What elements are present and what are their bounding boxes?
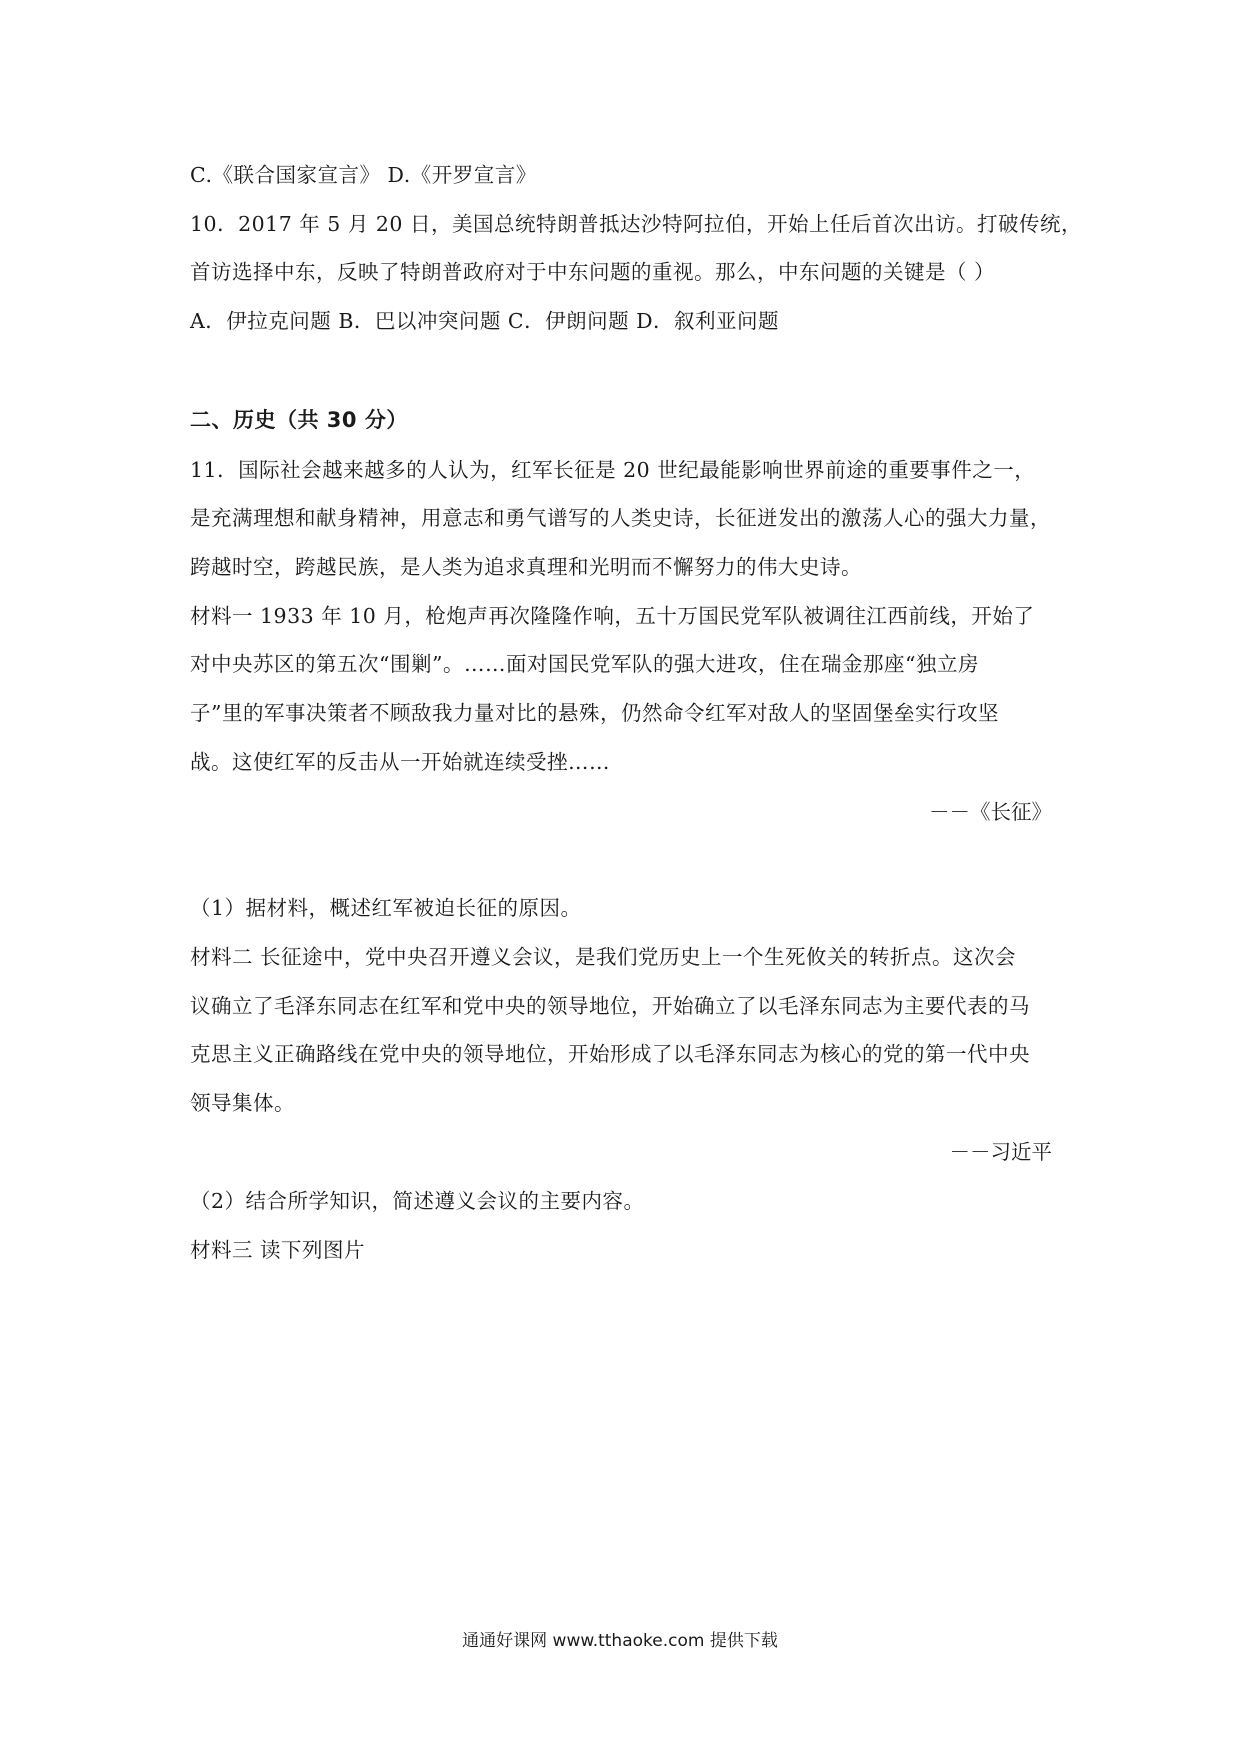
q11-intro-line: 11．国际社会越来越多的人认为，红军长征是 20 世纪最能影响世界前途的重要事件之一， <box>190 458 1036 482</box>
material-3-label: 材料三 读下列图片 <box>190 1238 366 1262</box>
material-1-line: 对中央苏区的第五次“围剿”。……面对国民党军队的强大进攻，住在瑞金那座“独立房 <box>190 652 979 676</box>
q11-intro-line: 是充满理想和献身精神，用意志和勇气谱写的人类史诗，长征迸发出的激荡人心的强大力量， <box>190 506 1051 530</box>
material-1-source: －－《长征》 <box>929 800 1052 824</box>
q10-options: A．伊拉克问题 B．巴以冲突问题 C．伊朗问题 D．叙利亚问题 <box>190 309 780 333</box>
material-2-line: 领导集体。 <box>190 1091 295 1115</box>
question-1: （1）据材料，概述红军被迫长征的原因。 <box>190 896 582 920</box>
material-1-line: 子”里的军事决策者不顾敌我力量对比的悬殊，仍然命令红军对敌人的坚固堡垒实行攻坚 <box>190 701 999 725</box>
footer-download-note: 通通好课网 www.tthaoke.com 提供下载 <box>462 1631 778 1651</box>
q10-line-2: 首访选择中东，反映了特朗普政府对于中东问题的重视。那么，中东问题的关键是（ ） <box>190 260 996 284</box>
material-2-line: 议确立了毛泽东同志在红军和党中央的领导地位，开始确立了以毛泽东同志为主要代表的马 <box>190 994 1030 1018</box>
material-2-source: －－习近平 <box>949 1140 1052 1164</box>
material-2-line: 克思主义正确路线在党中央的领导地位，开始形成了以毛泽东同志为核心的党的第一代中央 <box>190 1042 1030 1066</box>
material-1-line: 材料一 1933 年 10 月，枪炮声再次隆隆作响，五十万国民党军队被调往江西前线，开始了 <box>190 604 1035 628</box>
material-1-line: 战。这使红军的反击从一开始就连续受挫…… <box>190 750 610 774</box>
q10-line-1: 10．2017 年 5 月 20 日，美国总统特朗普抵达沙特阿拉伯，开始上任后首次出访。打破传统， <box>190 212 1082 236</box>
question-2: （2）结合所学知识，简述遵义会议的主要内容。 <box>190 1189 645 1213</box>
q9-options-cd: C.《联合国家宣言》 D.《开罗宣言》 <box>190 163 537 187</box>
q11-intro-line: 跨越时空，跨越民族，是人类为追求真理和光明而不懈努力的伟大史诗。 <box>190 555 862 579</box>
section-2-heading: 二、历史（共 30 分） <box>190 408 408 432</box>
material-2-line: 材料二 长征途中，党中央召开遵义会议，是我们党历史上一个生死攸关的转折点。这次会 <box>190 945 1017 969</box>
